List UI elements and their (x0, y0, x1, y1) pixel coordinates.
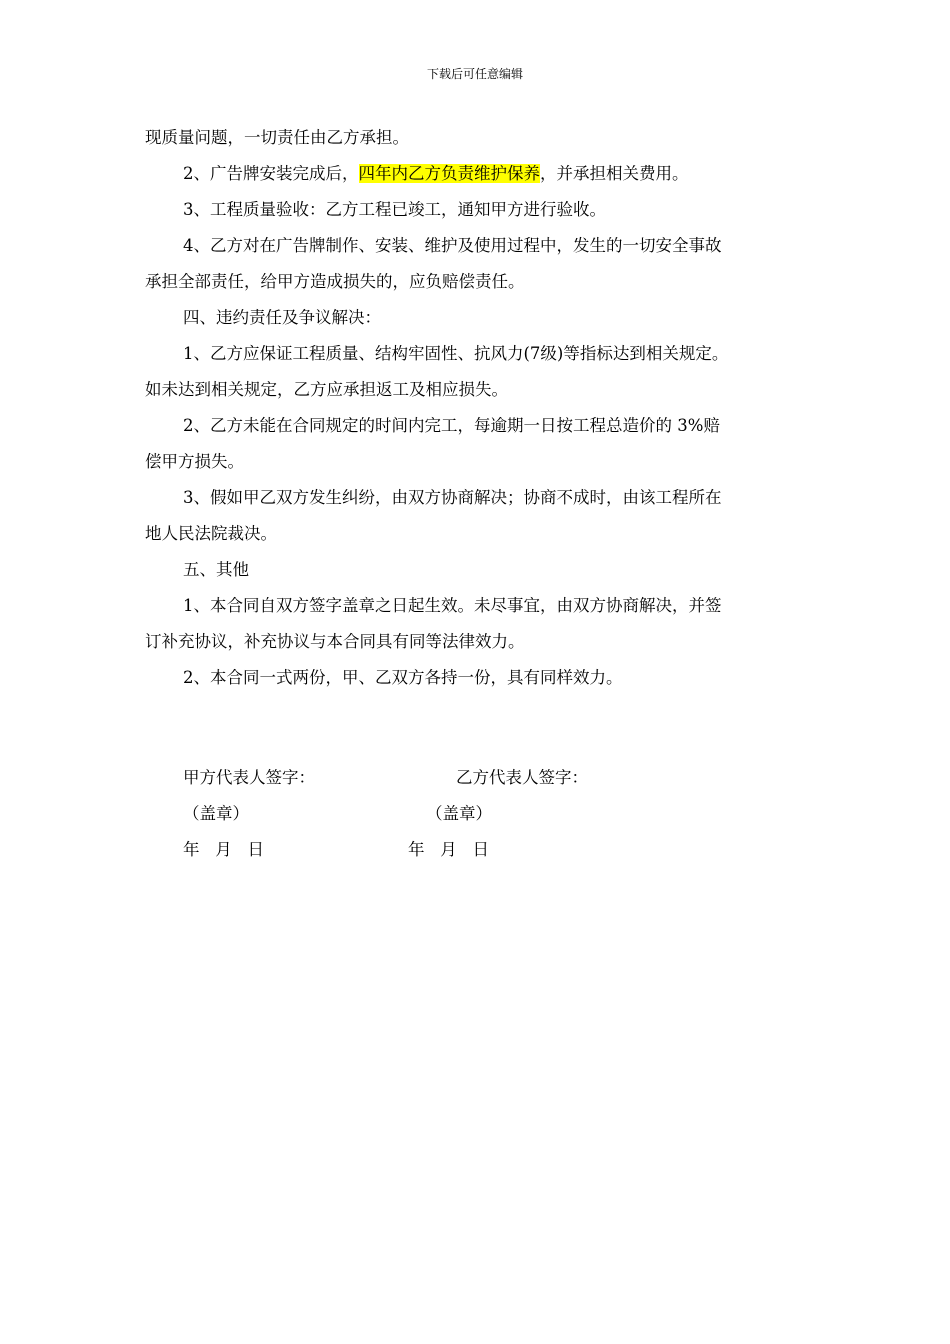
body-line: 地人民法院裁决。 (145, 524, 277, 543)
body-line: 承担全部责任，给甲方造成损失的，应负赔偿责任。 (145, 272, 525, 291)
clause-liability: 4、乙方对在广告牌制作、安装、维护及使用过程中，发生的一切安全事故 (183, 236, 722, 255)
party-b-signature-label: 乙方代表人签字： (456, 768, 588, 787)
section-heading-other: 五、其他 (183, 560, 249, 579)
highlighted-text: 四年内乙方负责维护保养 (358, 164, 540, 183)
clause-effective: 1、本合同自双方签字盖章之日起生效。未尽事宜，由双方协商解决，并签 (183, 596, 722, 615)
contract-body (145, 120, 817, 696)
body-line: 偿甲方损失。 (145, 452, 244, 471)
party-a-signature-label: 甲方代表人签字： (183, 768, 315, 787)
party-a-date: 年 月 日 (183, 840, 264, 859)
clause-acceptance: 3、工程质量验收：乙方工程已竣工，通知甲方进行验收。 (183, 200, 606, 219)
page-header-note: 下载后可任意编辑 (426, 67, 523, 81)
body-line: 现质量问题，一切责任由乙方承担。 (145, 128, 409, 147)
clause-delay: 2、乙方未能在合同规定的时间内完工，每逾期一日按工程总造价的 3%赔 (183, 416, 720, 435)
clause-dispute: 3、假如甲乙双方发生纠纷，由双方协商解决；协商不成时，由该工程所在 (183, 488, 722, 507)
party-b-date: 年 月 日 (408, 840, 489, 859)
clause-quality: 1、乙方应保证工程质量、结构牢固性、抗风力(7级)等指标达到相关规定。 (183, 344, 729, 363)
body-line: 订补充协议，补充协议与本合同具有同等法律效力。 (145, 632, 525, 651)
clause-copies: 2、本合同一式两份，甲、乙双方各持一份，具有同样效力。 (183, 668, 623, 687)
party-a-seal: （盖章） (183, 804, 249, 823)
section-heading-breach: 四、违约责任及争议解决： (183, 308, 381, 327)
party-b-seal: （盖章） (426, 804, 492, 823)
body-line: 如未达到相关规定，乙方应承担返工及相应损失。 (145, 380, 508, 399)
clause-maintenance (145, 156, 817, 192)
clause-text: ，并承担相关费用。 (540, 164, 689, 183)
clause-text: 2、广告牌安装完成后， (183, 164, 359, 183)
